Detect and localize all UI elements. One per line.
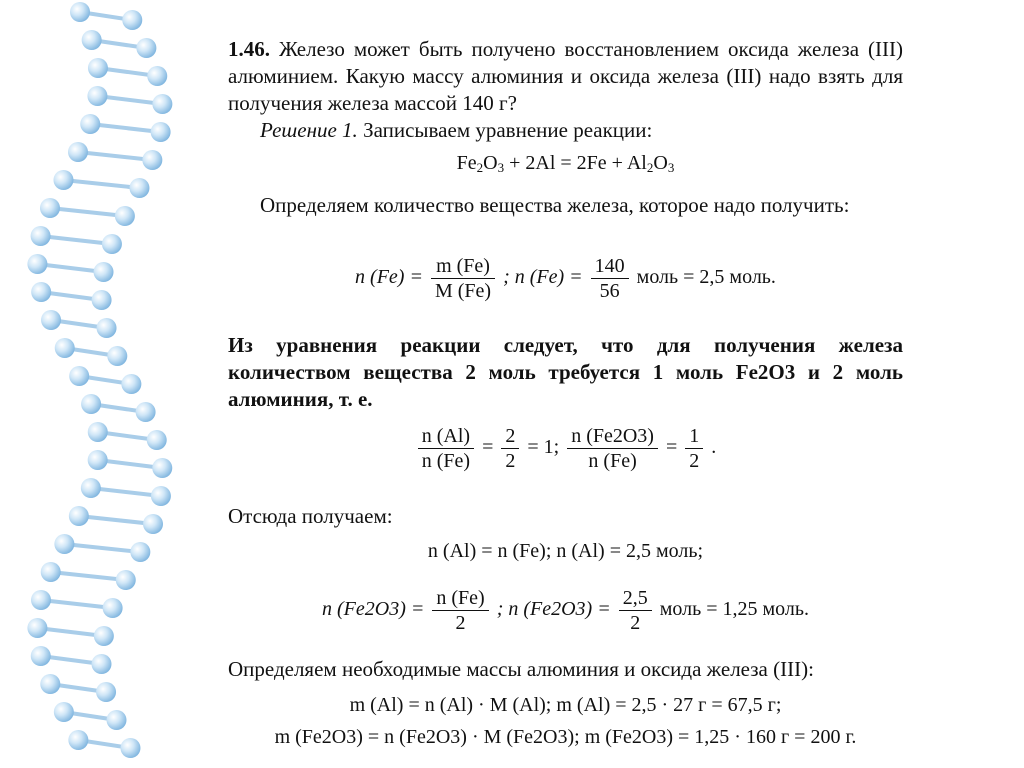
atom-sphere — [54, 702, 74, 722]
problem-statement — [228, 36, 903, 117]
bond-line — [37, 628, 103, 636]
reaction-fe: Fe — [456, 152, 477, 174]
atom-sphere — [94, 626, 114, 646]
atom-sphere — [31, 226, 51, 246]
fraction-numerator: n (Fe2O3) — [567, 424, 658, 449]
fraction-denominator: 2 — [630, 612, 641, 634]
atom-sphere — [115, 206, 135, 226]
atom-sphere — [31, 646, 51, 666]
atom-sphere — [88, 450, 108, 470]
bond-line — [64, 544, 140, 552]
atom-sphere — [97, 318, 117, 338]
atom-sphere — [151, 486, 171, 506]
step-1 — [228, 192, 903, 219]
reaction-middle: + 2Al = 2Fe + Al — [509, 152, 647, 174]
atom-sphere — [87, 86, 107, 106]
atom-sphere — [107, 346, 127, 366]
fraction — [501, 424, 519, 473]
fraction-numerator: n (Al) — [418, 424, 474, 449]
atom-sphere — [70, 2, 90, 22]
fraction-denominator: n (Fe) — [588, 450, 637, 472]
reaction-sub: 3 — [667, 160, 675, 175]
atom-sphere — [151, 122, 171, 142]
bond-line — [41, 600, 113, 608]
atom-sphere — [31, 282, 51, 302]
eq2-equals: = — [665, 436, 678, 459]
bond-line — [91, 488, 161, 496]
fraction-numerator: n (Fe) — [432, 586, 488, 611]
atom-sphere — [136, 38, 156, 58]
equation-2 — [228, 424, 903, 473]
solution-intro-text: Записываем уравнение реакции: — [363, 118, 653, 142]
atom-sphere — [120, 738, 140, 758]
atom-sphere — [116, 570, 136, 590]
atom-sphere — [142, 150, 162, 170]
atom-sphere — [102, 234, 122, 254]
reaction-sub: 2 — [646, 160, 654, 175]
fraction-denominator: 2 — [689, 450, 700, 472]
fraction-denominator: M (Fe) — [434, 280, 492, 302]
fraction-numerator: 1 — [685, 424, 703, 449]
atom-sphere — [107, 710, 127, 730]
problem-number: 1.46. — [228, 37, 270, 61]
fraction-denominator: 2 — [505, 450, 516, 472]
equation-3 — [228, 540, 903, 563]
step-2 — [228, 332, 903, 413]
bond-line — [90, 124, 160, 132]
atom-sphere — [96, 682, 116, 702]
atom-sphere — [136, 402, 156, 422]
fraction — [591, 254, 629, 303]
atom-sphere — [88, 422, 108, 442]
solution-label: Решение 1. — [260, 118, 358, 142]
reaction-o: O — [483, 152, 498, 174]
equation-1 — [228, 254, 903, 303]
fraction-numerator: m (Fe) — [431, 254, 495, 279]
bond-line — [79, 516, 153, 524]
reaction-sub: 2 — [476, 160, 484, 175]
atom-sphere — [54, 534, 74, 554]
eq5-text: m (Al) = n (Al) · M (Al); m (Al) = 2,5 · 27 г = 67,5 г; — [349, 694, 782, 716]
eq3-text: n (Al) = n (Fe); n (Al) = 2,5 моль; — [427, 540, 704, 562]
atom-sphere — [147, 66, 167, 86]
eq1-lhs: n (Fe) = — [355, 266, 423, 289]
atom-sphere — [91, 654, 111, 674]
eq2-end: . — [711, 436, 717, 459]
solution-intro — [228, 117, 903, 144]
equation-4 — [228, 586, 903, 635]
molecule-chain-decoration — [0, 0, 200, 768]
atom-sphere — [53, 170, 73, 190]
fraction — [418, 424, 474, 473]
fraction-denominator: 2 — [455, 612, 466, 634]
bond-line — [63, 180, 139, 188]
atom-sphere — [129, 178, 149, 198]
eq6-text: m (Fe2O3) = n (Fe2O3) · M (Fe2O3); m (Fe2O3) = 1,25 · 160 г = 200 г. — [274, 726, 857, 748]
atom-sphere — [41, 310, 61, 330]
equation-6 — [228, 726, 903, 749]
atom-sphere — [40, 674, 60, 694]
atom-sphere — [143, 514, 163, 534]
eq1-tail: моль = 2,5 моль. — [636, 266, 776, 289]
eq4-mid: ; n (Fe2O3) = — [496, 598, 611, 621]
atom-sphere — [40, 198, 60, 218]
reaction-o: O — [653, 152, 668, 174]
fraction-numerator: 2 — [501, 424, 519, 449]
atom-sphere — [81, 478, 101, 498]
atom-sphere — [41, 562, 61, 582]
atom-sphere — [82, 30, 102, 50]
atom-sphere — [92, 290, 112, 310]
atom-sphere — [31, 590, 51, 610]
fraction — [431, 254, 495, 303]
fraction-numerator: 2,5 — [619, 586, 652, 611]
step-4 — [228, 656, 903, 683]
bond-line — [51, 572, 126, 580]
problem-text: Железо может быть получено восстановлением оксида железа (III) алюминием. Какую массу алюминия и оксида железа (III) надо взять для получения железа массой 140 г? — [228, 37, 904, 115]
atom-sphere — [69, 506, 89, 526]
textbook-page — [228, 28, 908, 768]
atom-sphere — [152, 458, 172, 478]
eq1-mid: ; n (Fe) = — [503, 266, 583, 289]
bond-line — [78, 152, 152, 160]
step-4-text: Определяем необходимые массы алюминия и оксида железа (III): — [228, 657, 814, 681]
fraction-denominator: n (Fe) — [421, 450, 471, 472]
step-1-text: Определяем количество вещества железа, которое надо получить: — [260, 193, 850, 217]
step-2-text: Из уравнения реакции следует, что для получения железа количеством вещества 2 моль требуется 1 моль Fe2O3 и 2 моль алюминия, т. е. — [228, 333, 903, 411]
fraction-denominator: 56 — [599, 280, 620, 302]
eq4-tail: моль = 1,25 моль. — [659, 598, 809, 621]
fraction — [619, 586, 652, 635]
bond-line — [41, 236, 112, 244]
reaction-equation — [228, 152, 903, 175]
atom-sphere — [103, 598, 123, 618]
fraction — [685, 424, 703, 473]
bond-line — [50, 208, 125, 216]
atom-sphere — [122, 10, 142, 30]
eq2-mid: = 1; — [527, 436, 560, 459]
atom-sphere — [81, 394, 101, 414]
atom-sphere — [94, 262, 114, 282]
atom-sphere — [152, 94, 172, 114]
atom-sphere — [121, 374, 141, 394]
reaction-sub: 3 — [497, 160, 505, 175]
atom-sphere — [80, 114, 100, 134]
fraction — [432, 586, 488, 635]
equation-5 — [228, 694, 903, 717]
atom-sphere — [27, 254, 47, 274]
atom-sphere — [68, 142, 88, 162]
atom-sphere — [147, 430, 167, 450]
atom-sphere — [69, 366, 89, 386]
atom-sphere — [55, 338, 75, 358]
fraction — [567, 424, 658, 473]
fraction-numerator: 140 — [591, 254, 629, 279]
atom-sphere — [130, 542, 150, 562]
atom-sphere — [27, 618, 47, 638]
step-3 — [228, 503, 903, 530]
step-3-text: Отсюда получаем: — [228, 504, 393, 528]
eq2-equals: = — [482, 436, 494, 459]
eq4-lhs: n (Fe2O3) = — [322, 598, 425, 621]
atom-sphere — [68, 730, 88, 750]
atom-sphere — [88, 58, 108, 78]
